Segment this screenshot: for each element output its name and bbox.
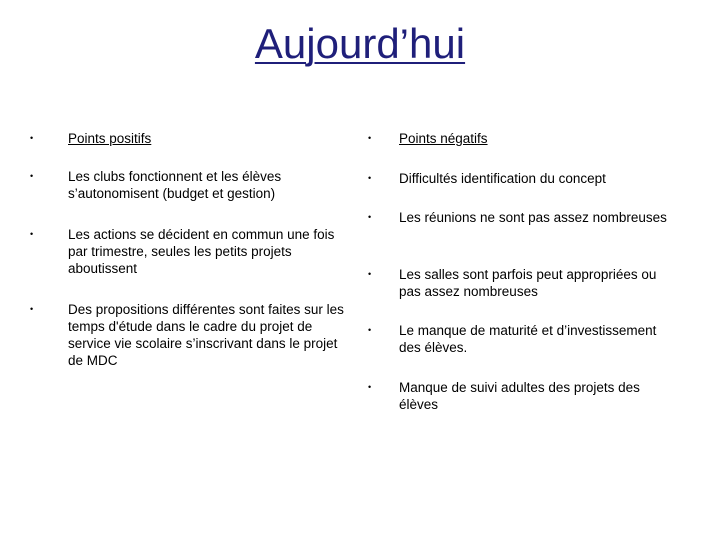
negative-point-item: Manque de suivi adultes des projets des élèves [399,380,640,412]
negative-point-item: Le manque de maturité et d’investissement des élèves. [399,323,657,355]
bullet: • [30,304,34,314]
bullet: • [30,229,34,239]
bullet: • [368,269,372,279]
negative-point-item: Les salles sont parfois peut appropriées ou pas assez nombreuses [399,267,657,299]
negative-point-item: Difficultés identification du concept [399,171,606,186]
positive-point-item: Les actions se décident en commun une fois par trimestre, seules les petits projets aboutissent [68,227,335,276]
bullet: • [30,171,34,181]
slide-title: Aujourd’hui [254,20,466,67]
positive-point-item: Les clubs fonctionnent et les élèves s’autonomisent (budget et gestion) [68,169,282,201]
negative-points-heading: Points négatifs [399,131,488,146]
bullet: • [368,382,372,392]
negative-point-item: Les réunions ne sont pas assez nombreuses [399,210,667,225]
positive-points-heading: Points positifs [68,131,152,146]
bullet: • [368,173,372,183]
bullet: • [368,212,372,222]
bullet: • [368,133,372,143]
positive-point-item: Des propositions différentes sont faites sur les temps d'étude dans le cadre du projet de service vie scolaire s’inscrivant dans le projet de MDC [68,302,344,368]
bullet: • [368,325,372,335]
bullet: • [30,133,34,143]
